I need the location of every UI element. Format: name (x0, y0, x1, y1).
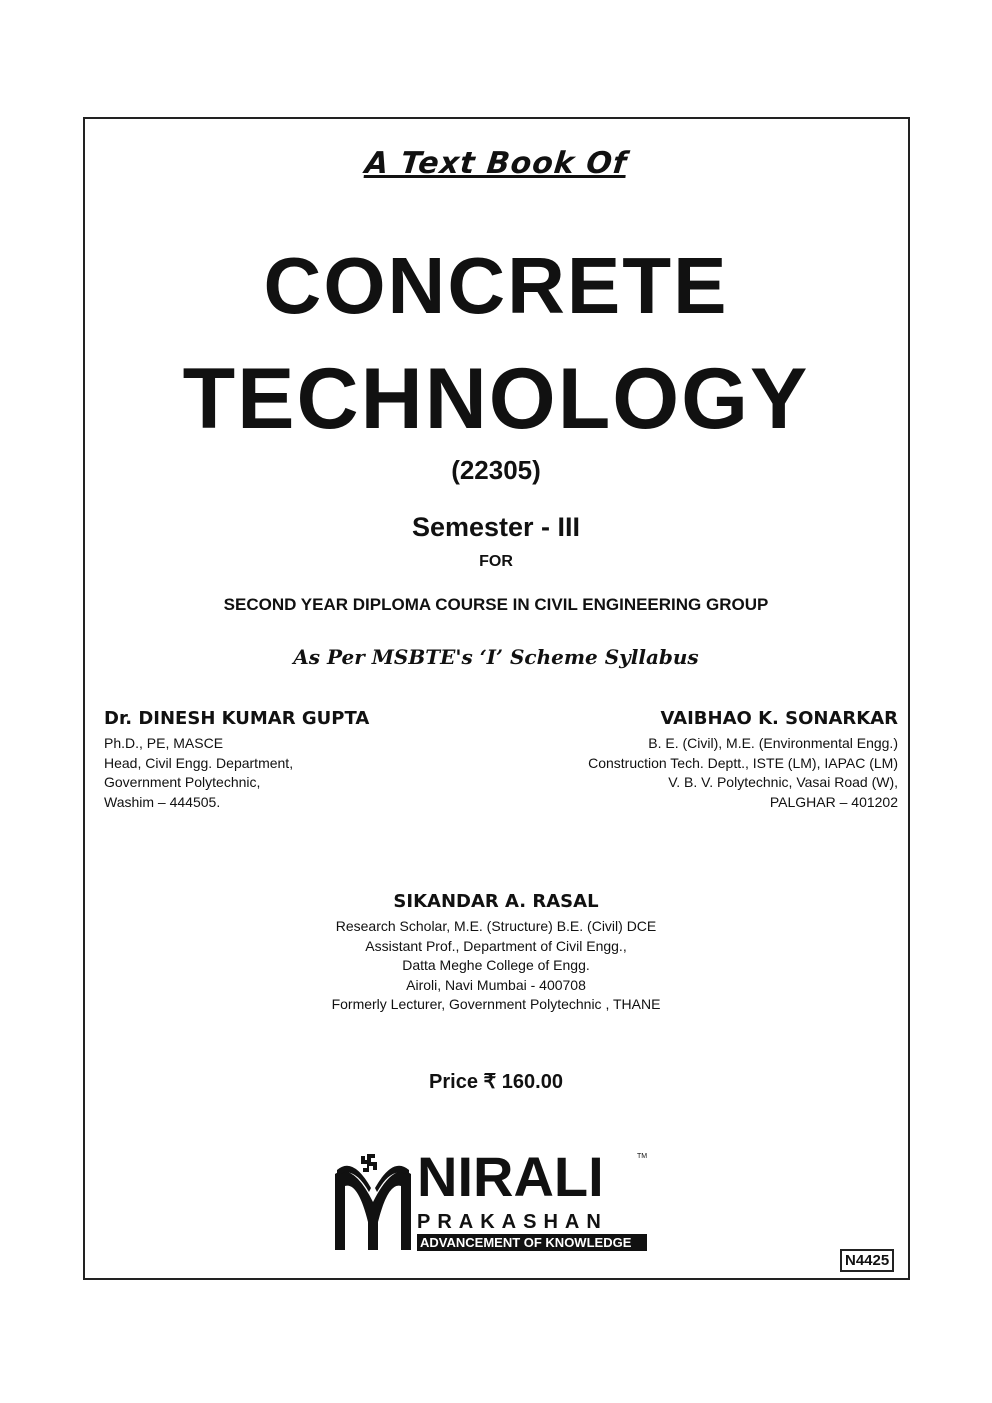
author-line: Research Scholar, M.E. (Structure) B.E. (Civil) DCE (335, 918, 657, 934)
author-3 (0, 890, 992, 1015)
book-code: N4425 (840, 1249, 894, 1272)
author-line: Airoli, Navi Mumbai - 400708 (406, 976, 586, 993)
author-line: Washim – 444505. (104, 793, 221, 810)
book-emblem-icon (335, 1154, 411, 1250)
author-line: Datta Meghe College of Engg. (402, 957, 590, 973)
course-code: (22305) (451, 455, 541, 485)
author-line: Formerly Lecturer, Government Polytechnic , THANE (331, 996, 661, 1012)
course-name: SECOND YEAR DIPLOMA COURSE IN CIVIL ENGINEERING GROUP (223, 595, 769, 614)
publisher-name: NIRALI (417, 1148, 604, 1208)
kicker: A Text Book Of (363, 146, 629, 181)
trademark: TM (637, 1153, 648, 1160)
author-name: Dr. DINESH KUMAR GUPTA (104, 708, 370, 729)
author-name: VAIBHAO K. SONARKAR (660, 708, 898, 729)
author-line: Head, Civil Engg. Department, (104, 754, 294, 771)
publisher-tagline: ADVANCEMENT OF KNOWLEDGE (420, 1235, 632, 1250)
publisher-logo (333, 1148, 663, 1252)
author-line: Assistant Prof., Department of Civil Engg., (365, 937, 627, 954)
author-line: Construction Tech. Deptt., ISTE (LM), IAPAC (LM) (588, 754, 898, 771)
for-label: FOR (479, 553, 513, 570)
author-line: V. B. V. Polytechnic, Vasai Road (W), (668, 774, 898, 790)
author-2 (588, 707, 898, 812)
author-1 (104, 707, 369, 812)
author-name: SIKANDAR A. RASAL (393, 891, 599, 912)
title-line-2: TECHNOLOGY (182, 351, 810, 447)
author-line: PALGHAR – 401202 (769, 793, 898, 810)
publisher-sub: PRAKASHAN (417, 1211, 608, 1233)
author-line: Government Polytechnic, (104, 774, 261, 790)
title-line-1: CONCRETE (263, 241, 729, 330)
syllabus: As Per MSBTE's ‘I’ Scheme Syllabus (293, 645, 699, 669)
author-line: B. E. (Civil), M.E. (Environmental Engg.) (648, 735, 898, 751)
semester: Semester - III (411, 512, 581, 542)
price: Price ₹ 160.00 (429, 1071, 563, 1093)
author-line: Ph.D., PE, MASCE (104, 735, 224, 751)
